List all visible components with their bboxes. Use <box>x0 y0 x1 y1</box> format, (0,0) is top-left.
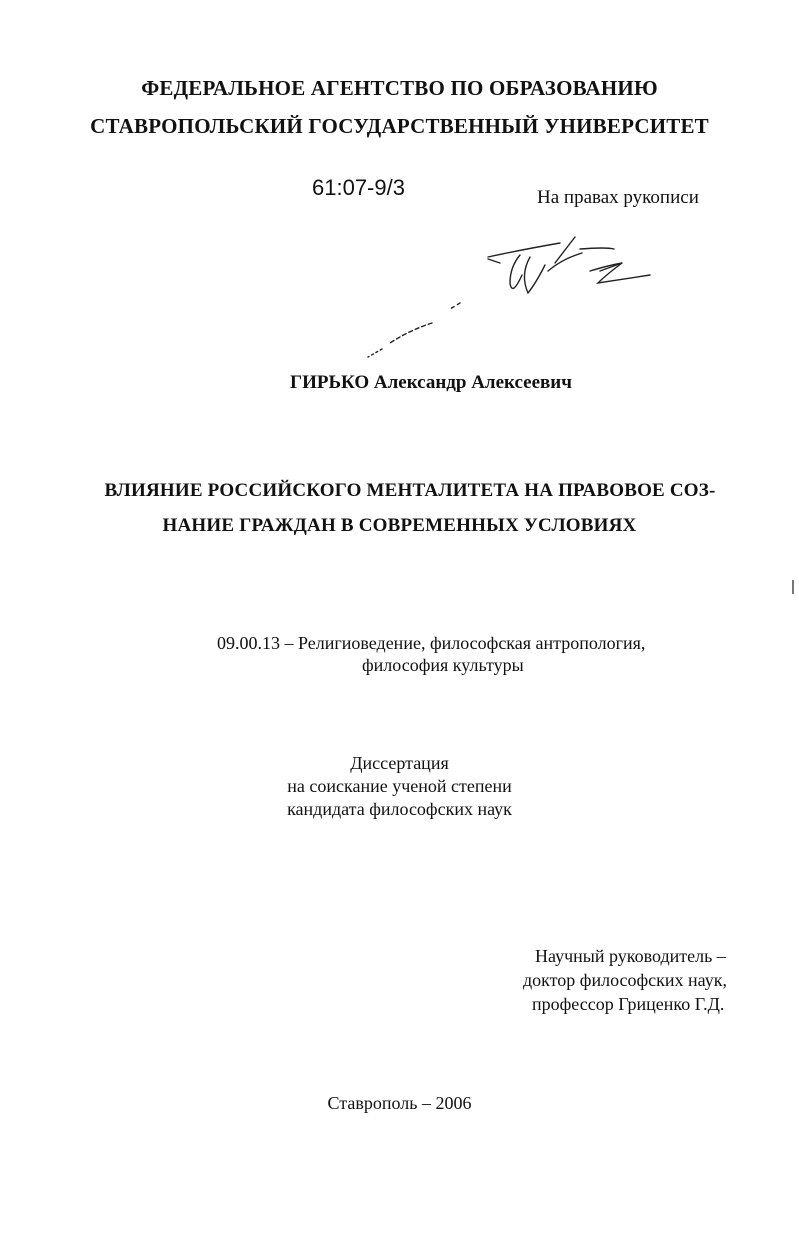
degree-name: кандидата философских наук <box>287 799 512 819</box>
agency-heading: ФЕДЕРАЛЬНОЕ АГЕНТСТВО ПО ОБРАЗОВАНИЮ <box>141 76 658 100</box>
handwritten-signature <box>360 235 660 385</box>
rights-note: На правах рукописи <box>537 187 699 208</box>
dissertation-title-line-2: НАНИЕ ГРАЖДАН В СОВРЕМЕННЫХ УСЛОВИЯХ <box>162 515 637 536</box>
university-heading: СТАВРОПОЛЬСКИЙ ГОСУДАРСТВЕННЫЙ УНИВЕРСИТЕТ <box>90 114 709 138</box>
author-surname: ГИРЬКО <box>290 372 370 393</box>
degree-purpose: на соискание ученой степени <box>287 776 512 796</box>
author-given-names: Александр Алексеевич <box>373 372 572 393</box>
scan-edge-mark <box>792 580 794 594</box>
supervisor-label: Научный руководитель – <box>535 946 726 966</box>
dissertation-label: Диссертация <box>350 753 449 773</box>
specialty-line-2: философия культуры <box>362 655 524 675</box>
specialty-line-1: 09.00.13 – Религиоведение, философская антропология, <box>217 633 646 653</box>
author-name <box>290 372 572 394</box>
city-year: Ставрополь – 2006 <box>327 1093 472 1113</box>
supervisor-name: профессор Гриценко Г.Д. <box>532 994 725 1014</box>
supervisor-degree: доктор философских наук, <box>523 970 727 990</box>
dissertation-title-line-1: ВЛИЯНИЕ РОССИЙСКОГО МЕНТАЛИТЕТА НА ПРАВОВОЕ СОЗ- <box>104 480 716 501</box>
catalog-code: 61:07-9/3 <box>312 175 405 200</box>
